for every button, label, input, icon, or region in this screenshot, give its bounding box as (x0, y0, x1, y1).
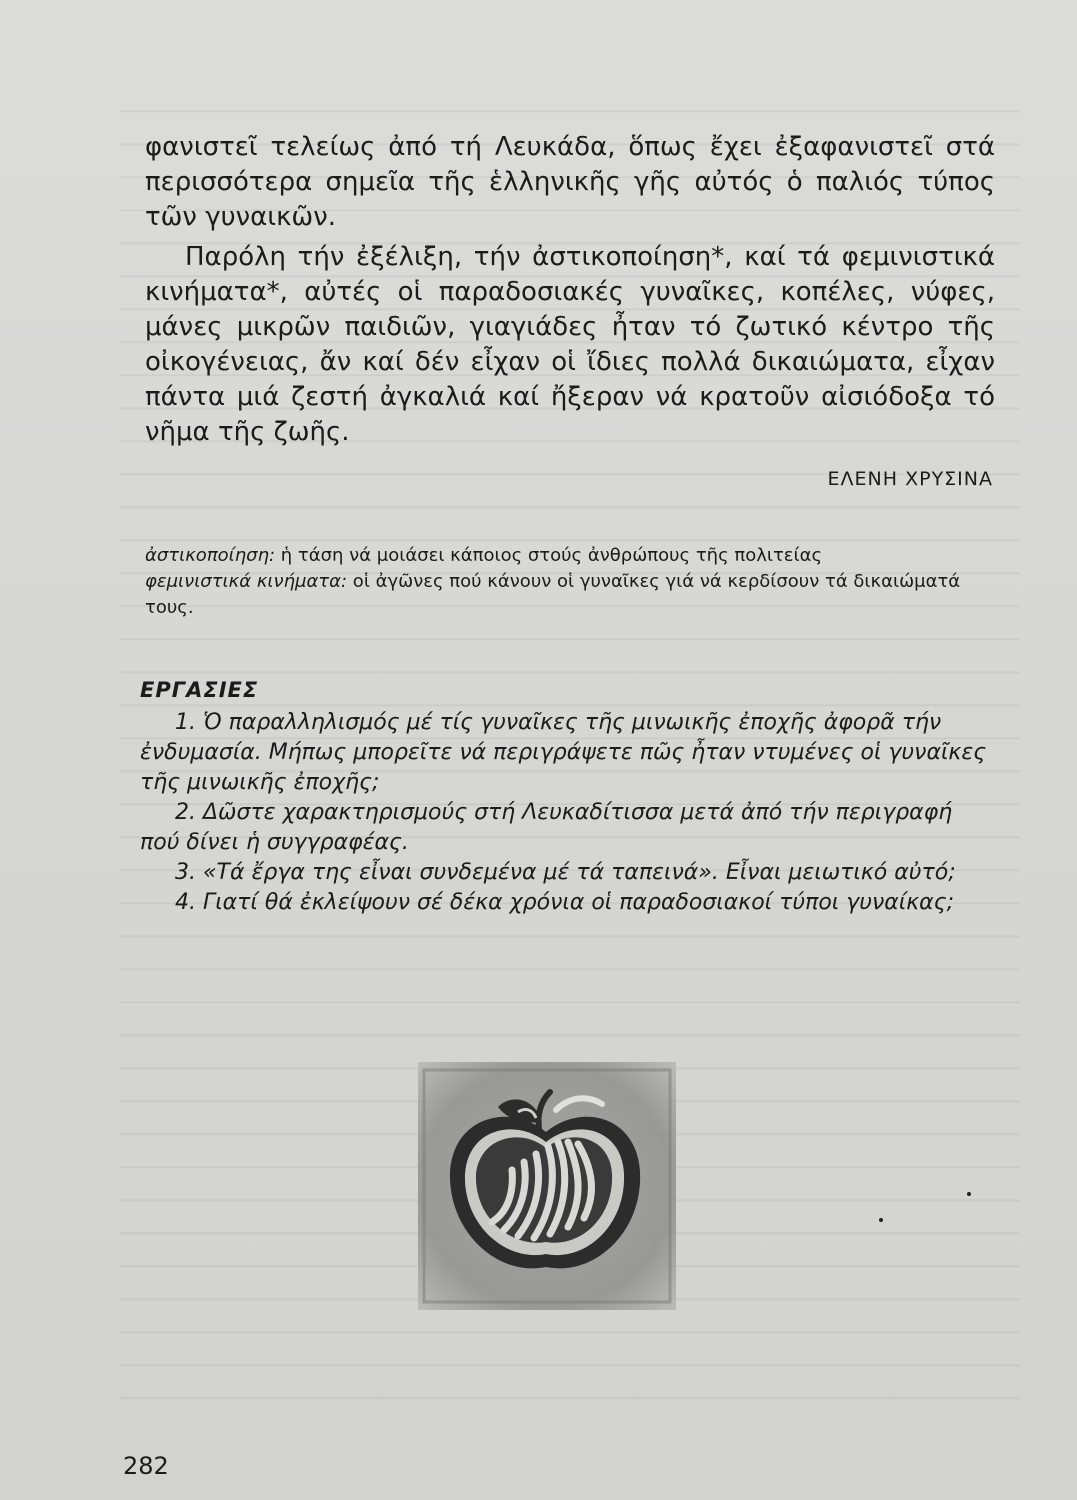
author-signature: ΕΛΕΝΗ ΧΡΥΣΙΝΑ (827, 468, 993, 490)
body-paragraph-2 (145, 240, 995, 450)
footnote-definition: οἱ ἀγῶνες πού κάνουν οἱ γυναῖκες γιά νά κερδίσουν τά δικαιώματά τους. (145, 571, 961, 618)
footnote-2 (145, 569, 995, 621)
footnote-term: φεμινιστικά κινήματα: (145, 571, 348, 592)
page-speck (967, 1192, 971, 1196)
footnotes (145, 543, 995, 621)
paragraph-text: Παρόλη τήν ἐξέλιξη, τήν ἀστικοποίηση*, καί τά φεμινιστικά κινήματα*, αὐτές οἱ παραδοσιακές γυναῖκες, κοπέλες, νύφες, μάνες μικρῶν παιδιῶν, γιαγιάδες ἦταν τό ζωτικό κέντρο τῆς οἰκογένειας, ἄν καί δέν εἶχαν οἱ ἴδιες πολλά δικαιώματα, εἶχαν πάντα μιά ζεστή ἀγκαλιά καί ἤξεραν νά κρατοῦν αἰσιόδοξα τό νῆμα τῆς ζωῆς. (145, 242, 995, 447)
exercise-item-4: 4. Γιατί θά ἐκλείψουν σέ δέκα χρόνια οἱ παραδοσιακοί τύποι γυναίκας; (175, 890, 955, 915)
footnote-definition: ἡ τάση νά μοιάσει κάποιος στούς ἀνθρώπους τῆς πολιτείας (275, 545, 823, 566)
exercise-item-3: 3. «Τά ἔργα της εἶναι συνδεμένα μέ τά ταπεινά». Εἶναι μειωτικό αὐτό; (175, 860, 956, 885)
page-speck (879, 1218, 883, 1222)
exercise-item-1: 1. Ὁ παραλληλισμός μέ τίς γυναῖκες τῆς μινωικῆς ἐποχῆς ἀφορᾶ τήν ἐνδυμασία. Μήπως μπορεῖτε νά περιγράψετε πῶς ἦταν ντυμένες οἱ γυναῖκες τῆς μινωικῆς ἐποχῆς; (140, 710, 987, 795)
exercise-item-2: 2. Δῶστε χαρακτηρισμούς στή Λευκαδίτισσα μετά ἀπό τήν περιγραφή πού δίνει ἡ συγγραφέας. (140, 800, 953, 855)
apple-woodcut-illustration (418, 1062, 676, 1310)
paragraph-text: φανιστεῖ τελείως ἀπό τή Λευκάδα, ὅπως ἔχει ἐξαφανιστεῖ στά περισσότερα σημεῖα τῆς ἑλληνικῆς γῆς αὐτός ὁ παλιός τύπος τῶν γυναικῶν. (145, 132, 995, 232)
exercises-list (140, 708, 995, 918)
body-paragraph-1 (145, 130, 995, 235)
exercises-heading: ΕΡΓΑΣΙΕΣ (140, 678, 259, 702)
footnote-1 (145, 543, 995, 569)
page-number: 282 (123, 1452, 169, 1480)
footnote-term: ἀστικοποίηση: (145, 545, 276, 566)
